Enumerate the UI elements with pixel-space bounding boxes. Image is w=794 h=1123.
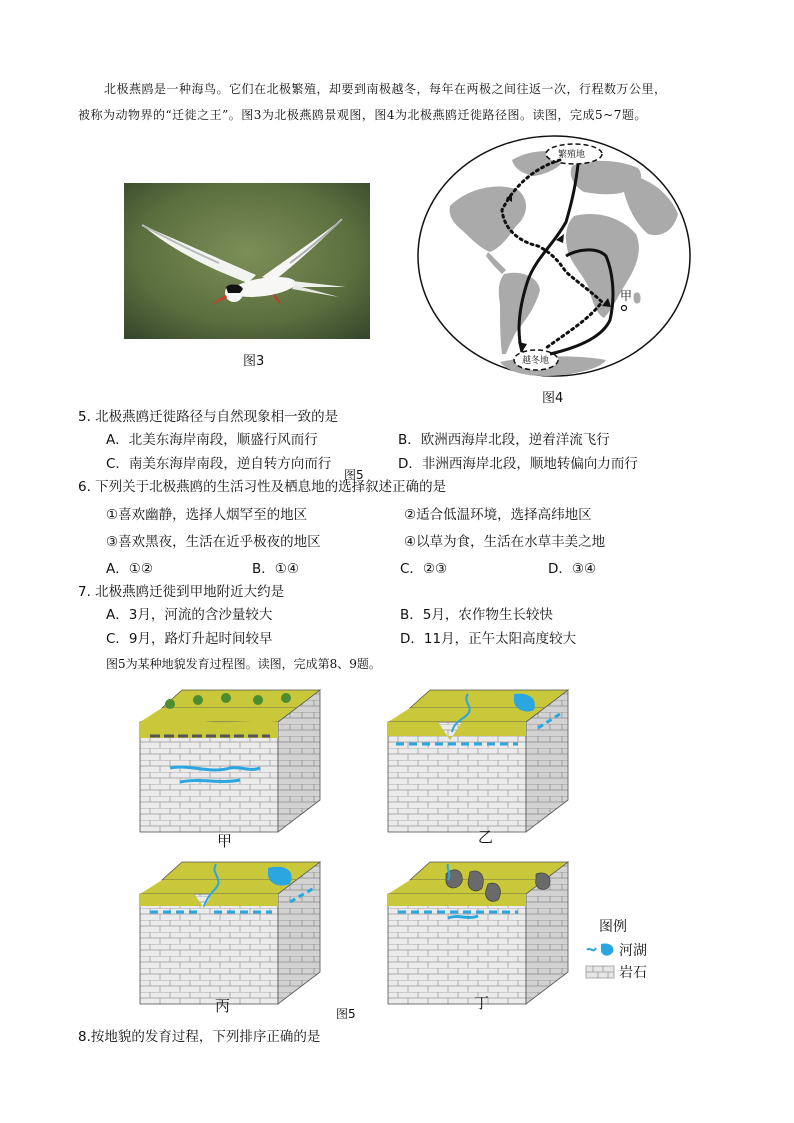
wintering-ground-label: 越冬地	[522, 356, 550, 366]
fig4-caption: 图4	[542, 391, 564, 406]
legend-title: 图例	[599, 919, 627, 935]
q5-option-b: B．欧洲西海岸北段，逆着洋流飞行	[398, 432, 610, 448]
q6-statement-4: ④以草为食，生活在水草丰美之地	[404, 534, 606, 550]
q6-stem: 6. 下列关于北极燕鸥的生活习性及栖息地的选择叙述正确的是	[78, 479, 447, 495]
q6-option-b: B．①④	[252, 561, 299, 577]
block-bing	[140, 862, 320, 1004]
q6-option-a: A．①②	[106, 561, 153, 577]
intro-line-1: 北极燕鸥是一种海鸟。它们在北极繁殖，却要到南极越冬，每年在两极之间往返一次，行程数万公里，	[104, 82, 667, 96]
fig5-caption: 图5	[336, 1007, 356, 1021]
intro-paragraph	[78, 76, 718, 128]
block-label-bing: 丙	[215, 997, 231, 1015]
fig5-intro: 图5为某种地貌发育过程图。读图，完成第8、9题。	[106, 657, 381, 671]
q5-stem: 5. 北极燕鸥迁徙路径与自然现象相一致的是	[78, 409, 339, 425]
fig3-caption: 图3	[243, 354, 265, 369]
block-label-ding: 丁	[474, 994, 490, 1012]
legend-rock	[585, 962, 675, 982]
globe-map	[416, 134, 692, 378]
legend-river-lake-label: 河湖	[619, 943, 647, 959]
q6-statement-3: ③喜欢黑夜，生活在近乎极夜的地区	[106, 534, 321, 550]
q7-option-c: C．9月，路灯升起时间较早	[106, 631, 273, 647]
q8-stem: 8.按地貌的发育过程，下列排序正确的是	[78, 1029, 321, 1045]
q5-option-c: C．南美东海岸南段，逆自转方向而行	[106, 456, 332, 472]
legend-river-lake	[585, 940, 675, 960]
q6-option-c: C．②③	[400, 561, 448, 577]
point-jia-label: 甲	[620, 289, 633, 303]
tern-illustration	[124, 183, 370, 339]
fig5-legend	[585, 916, 675, 982]
q7-option-b: B．5月，农作物生长较快	[400, 607, 553, 623]
breeding-ground-label: 繁殖地	[558, 150, 586, 160]
block-yi	[388, 690, 568, 832]
q7-option-d: D．11月，正午太阳高度较大	[400, 631, 577, 647]
block-label-jia: 甲	[217, 832, 233, 850]
q6-statement-1: ①喜欢幽静，选择人烟罕至的地区	[106, 507, 308, 523]
legend-rock-label: 岩石	[619, 965, 647, 981]
q7-stem: 7. 北极燕鸥迁徙到甲地附近大约是	[78, 584, 285, 600]
block-ding	[388, 862, 568, 1004]
fig3-tern-photo	[124, 183, 370, 339]
river-lake-icon	[585, 942, 615, 958]
q6-option-d: D．③④	[548, 561, 597, 577]
block-jia	[140, 690, 320, 832]
stray-figure-label: 图5	[344, 468, 364, 482]
q5-option-d: D．非洲西海岸北段，顺地转偏向力而行	[398, 456, 638, 472]
fig4-migration-map	[416, 134, 692, 378]
q6-statement-2: ②适合低温环境，选择高纬地区	[404, 507, 592, 523]
rock-icon	[585, 965, 615, 979]
q5-option-a: A．北美东海岸南段，顺盛行风而行	[106, 432, 318, 448]
block-label-yi: 乙	[478, 828, 494, 846]
intro-line-2: 被称为动物界的“迁徙之王”。图3为北极燕鸥景观图，图4为北极燕鸥迁徙路径图。读图，完成5~7题。	[78, 108, 647, 122]
q7-option-a: A．3月，河流的含沙量较大	[106, 607, 273, 623]
